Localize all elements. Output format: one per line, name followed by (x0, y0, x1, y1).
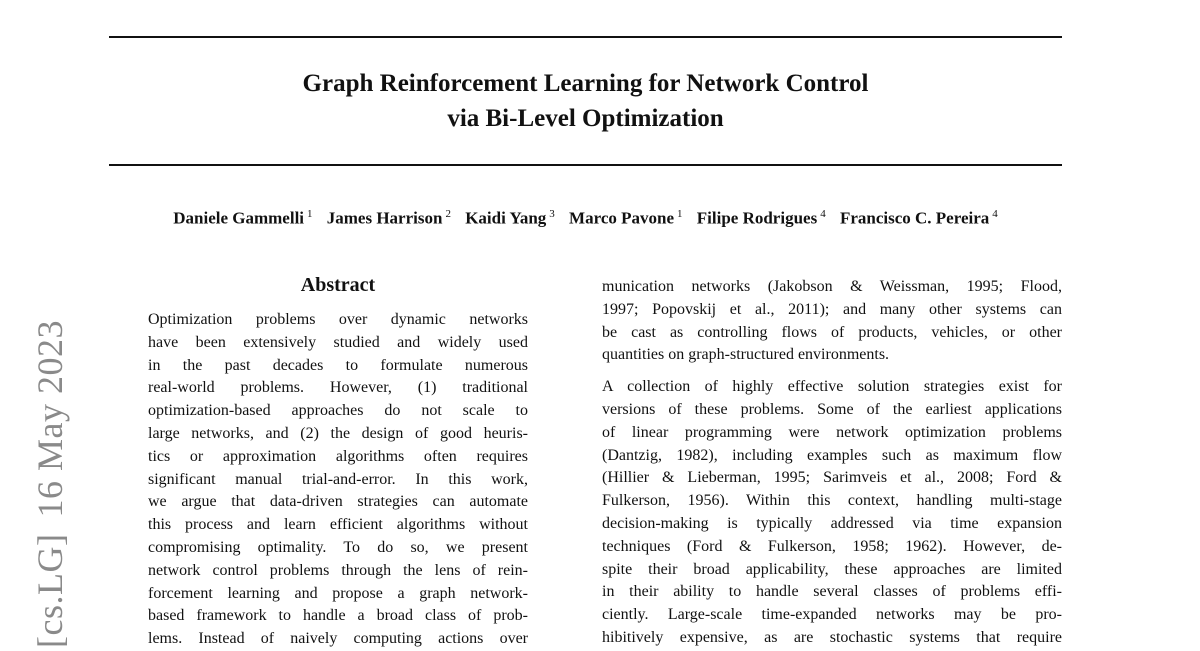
abstract-line: Optimization problems over dynamic networks (148, 311, 528, 328)
abstract-line: optimization-based approaches do not scale to (148, 402, 528, 420)
author-name: James Harrison (326, 208, 443, 228)
abstract-line: forcement learning and propose a graph network- (148, 584, 528, 602)
body-line: ciently. Large-scale time-expanded networks may be pro- (602, 606, 1062, 624)
body-line: munication networks (Jakobson & Weissman, 1995; Flood, (602, 278, 1062, 295)
author-name: Kaidi Yang (465, 208, 547, 228)
abstract-line: we argue that data-driven strategies can automate (148, 493, 528, 511)
arxiv-stamp (30, 304, 70, 648)
body-line: (Hillier & Lieberman, 1995; Sarimveis et al., 2008; Ford & (602, 469, 1062, 487)
author-list (109, 208, 1062, 229)
intro-paragraph-1 (602, 276, 1062, 367)
abstract-heading: Abstract (300, 274, 376, 296)
body-line: spite their broad applicability, these approaches are limited (602, 560, 1062, 578)
abstract-line: significant manual trial-and-error. In this work, (148, 470, 528, 488)
arxiv-date: 16 May 2023 (30, 320, 70, 518)
abstract-line: real-world problems. However, (1) traditional (148, 379, 528, 397)
abstract-line: tics or approximation algorithms often requires (148, 447, 528, 465)
body-line: (Dantzig, 1982), including examples such as maximum flow (602, 446, 1062, 464)
author (840, 208, 998, 229)
author (569, 208, 682, 229)
body-line: versions of these problems. Some of the earliest applications (602, 400, 1062, 418)
body-line: of linear programming were network optimization problems (602, 423, 1062, 441)
paper-title (109, 66, 1062, 136)
title-line-2: via Bi-Level Optimization (447, 105, 724, 132)
author-name: Francisco C. Pereira (839, 208, 990, 228)
abstract-line: compromising optimality. To do so, we present (148, 538, 528, 556)
author-affiliation: 4 (820, 208, 826, 220)
author-affiliation: 1 (307, 208, 313, 220)
body-line: techniques (Ford & Fulkerson, 1958; 1962). However, de- (602, 537, 1062, 555)
abstract-line: based framework to handle a broad class of prob- (148, 607, 528, 625)
bottom-rule (109, 164, 1062, 166)
author-name: Daniele Gammelli (173, 208, 305, 228)
abstract-line: large networks, and (2) the design of good heuris- (148, 424, 528, 442)
title-line-1: Graph Reinforcement Learning for Network Control (302, 70, 869, 97)
body-line: Fulkerson, 1956). Within this context, handling multi-stage (602, 492, 1062, 510)
abstract-line: have been extensively studied and widely used (148, 333, 528, 351)
author-affiliation: 3 (549, 208, 555, 220)
arxiv-category: [cs.LG] (30, 533, 70, 648)
author-name: Filipe Rodrigues (696, 208, 818, 228)
abstract-line: network control problems through the lens of rein- (148, 561, 528, 579)
author-name: Marco Pavone (569, 208, 675, 228)
author (465, 208, 555, 229)
paragraph-gap (602, 367, 1062, 376)
right-column (602, 276, 1062, 650)
abstract-line: this process and learn efficient algorithms without (148, 516, 528, 534)
body-line: in their ability to handle several classes of problems effi- (602, 583, 1062, 601)
author-affiliation: 4 (992, 208, 998, 220)
body-line: 1997; Popovskij et al., 2011); and many other systems can (602, 300, 1062, 318)
author-affiliation: 2 (445, 208, 451, 220)
body-line: be cast as controlling flows of products, vehicles, or other (602, 323, 1062, 341)
author (327, 208, 451, 229)
author-affiliation: 1 (677, 208, 683, 220)
intro-paragraph-2 (602, 376, 1062, 650)
body-line: decision-making is typically addressed via time expansion (602, 514, 1062, 532)
abstract-line: lems. Instead of naively computing actions over (148, 630, 528, 648)
top-rule (109, 36, 1062, 38)
author (173, 208, 312, 229)
author (697, 208, 826, 229)
body-line: hibitively expensive, as are stochastic systems that require (602, 628, 1062, 646)
body-line: A collection of highly effective solution strategies exist for (602, 378, 1062, 396)
abstract-line: in the past decades to formulate numerous (148, 356, 528, 374)
abstract-body (148, 309, 528, 651)
body-line: quantities on graph-structured environments. (602, 346, 890, 364)
